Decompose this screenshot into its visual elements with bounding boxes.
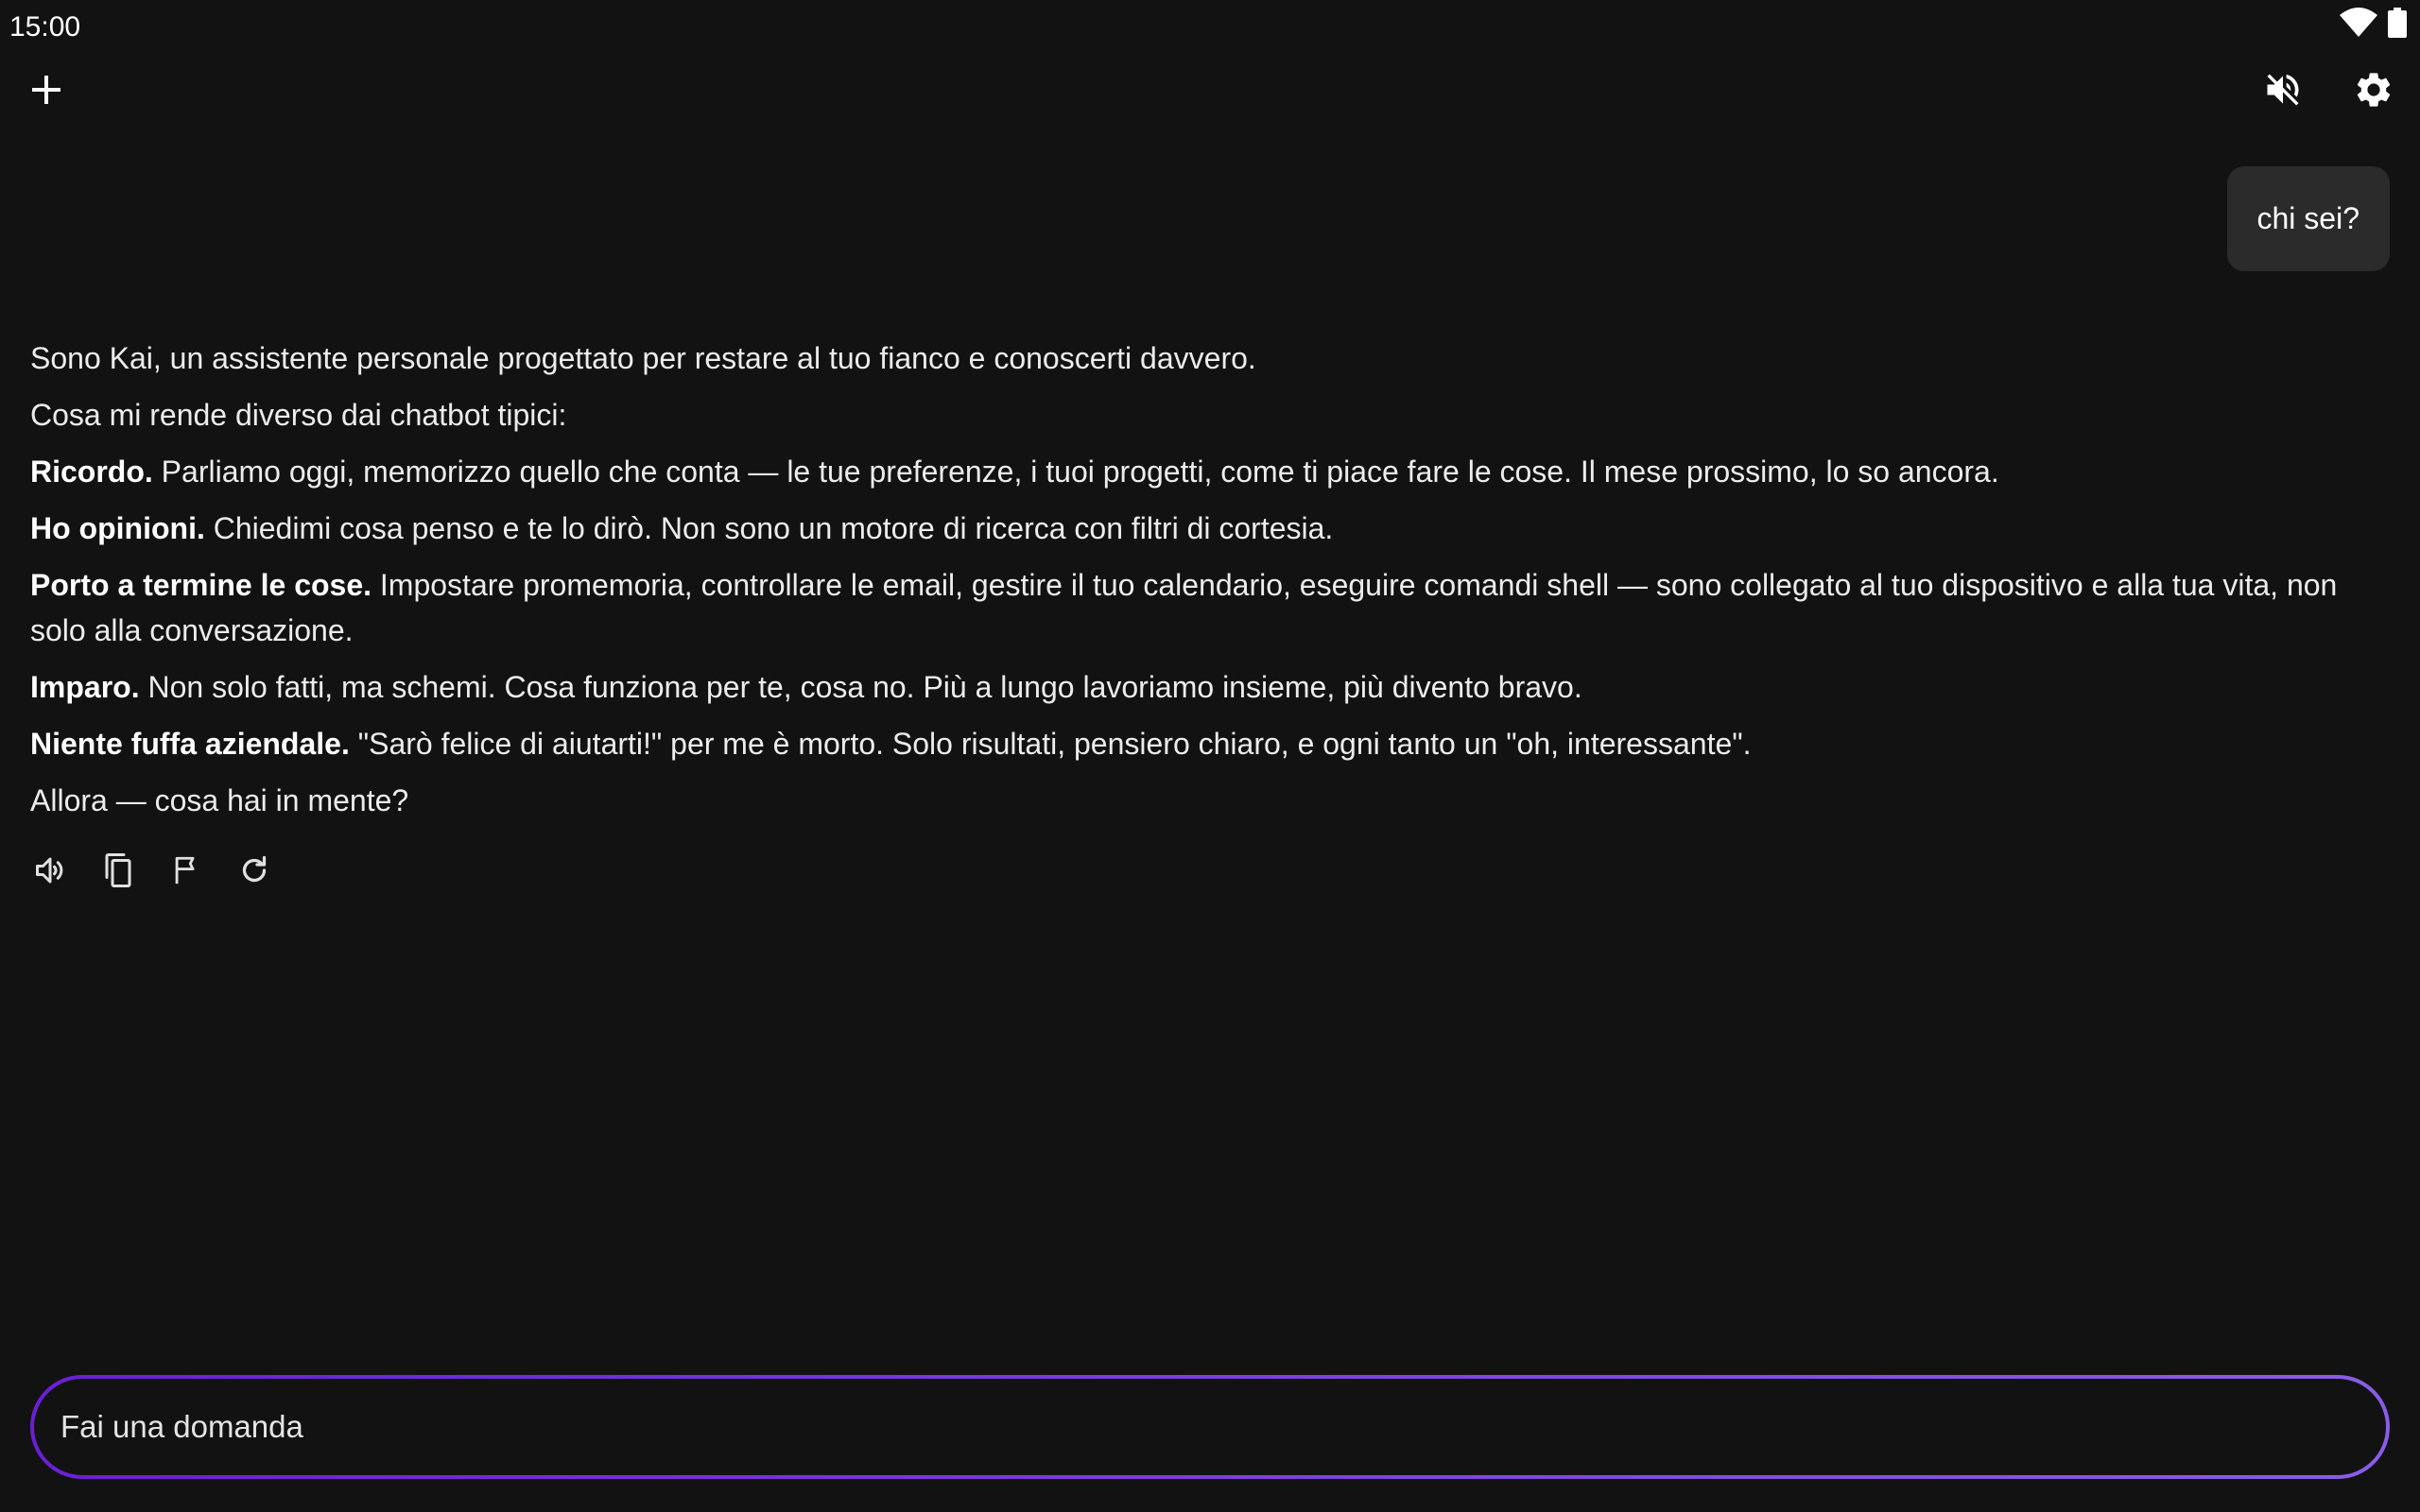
assistant-point xyxy=(30,449,2394,494)
status-time: 15:00 xyxy=(9,11,81,43)
assistant-intro: Sono Kai, un assistente personale progettato per restare al tuo fianco e conoscerti davvero. xyxy=(30,341,1256,375)
read-aloud-button[interactable] xyxy=(28,847,72,898)
message-input[interactable] xyxy=(59,1408,2386,1446)
flag-icon xyxy=(170,853,202,892)
assistant-point xyxy=(30,562,2394,653)
assistant-point-title: Niente fuffa aziendale. xyxy=(30,727,350,761)
report-button[interactable] xyxy=(164,847,208,898)
assistant-point-text: "Sarò felice di aiutarti!" per me è morto. Solo risultati, pensiero chiaro, e ogni tanto un "oh, interessante". xyxy=(349,727,1752,761)
new-chat-button[interactable] xyxy=(15,60,78,123)
assistant-point-title: Imparo. xyxy=(30,670,140,704)
plus-icon xyxy=(30,74,62,111)
battery-icon xyxy=(2388,8,2407,43)
assistant-point xyxy=(30,506,2394,551)
wifi-icon xyxy=(2339,8,2378,43)
status-bar xyxy=(0,0,2420,57)
regenerate-button[interactable] xyxy=(233,847,276,898)
assistant-point xyxy=(30,721,2394,766)
mute-toggle-button[interactable] xyxy=(2252,60,2314,123)
user-message-text: chi sei? xyxy=(2256,201,2360,235)
assistant-message xyxy=(30,335,2394,834)
volume-up-icon xyxy=(33,853,67,892)
top-bar xyxy=(0,60,2420,123)
settings-button[interactable] xyxy=(2342,60,2405,123)
composer-inner xyxy=(34,1379,2386,1475)
volume-off-icon xyxy=(2262,69,2304,115)
status-icons xyxy=(2339,8,2407,43)
composer xyxy=(30,1375,2390,1479)
assistant-point-text: Impostare promemoria, controllare le email, gestire il tuo calendario, eseguire comandi shell — sono collegato al tuo dispositivo e alla tua vita, non solo alla conversazione. xyxy=(30,568,2338,647)
assistant-point-text: Non solo fatti, ma schemi. Cosa funziona per te, cosa no. Più a lungo lavoriamo insieme, più divento bravo. xyxy=(139,670,1582,704)
assistant-point xyxy=(30,664,2394,710)
assistant-closing: Allora — cosa hai in mente? xyxy=(30,783,409,817)
assistant-point-title: Ho opinioni. xyxy=(30,511,205,545)
refresh-icon xyxy=(237,853,271,892)
user-message-bubble xyxy=(2227,166,2391,271)
copy-icon xyxy=(101,851,135,894)
gear-icon xyxy=(2353,69,2394,115)
assistant-point-text: Parliamo oggi, memorizzo quello che conta — le tue preferenze, i tuoi progetti, come ti piace fare le cose. Il mese prossimo, lo so ancora. xyxy=(152,455,1999,489)
assistant-lead: Cosa mi rende diverso dai chatbot tipici: xyxy=(30,398,567,432)
copy-button[interactable] xyxy=(96,847,140,898)
message-actions xyxy=(28,847,276,898)
assistant-point-title: Ricordo. xyxy=(30,455,153,489)
assistant-point-title: Porto a termine le cose. xyxy=(30,568,372,602)
assistant-point-text: Chiedimi cosa penso e te lo dirò. Non sono un motore di ricerca con filtri di cortesia. xyxy=(204,511,1334,545)
